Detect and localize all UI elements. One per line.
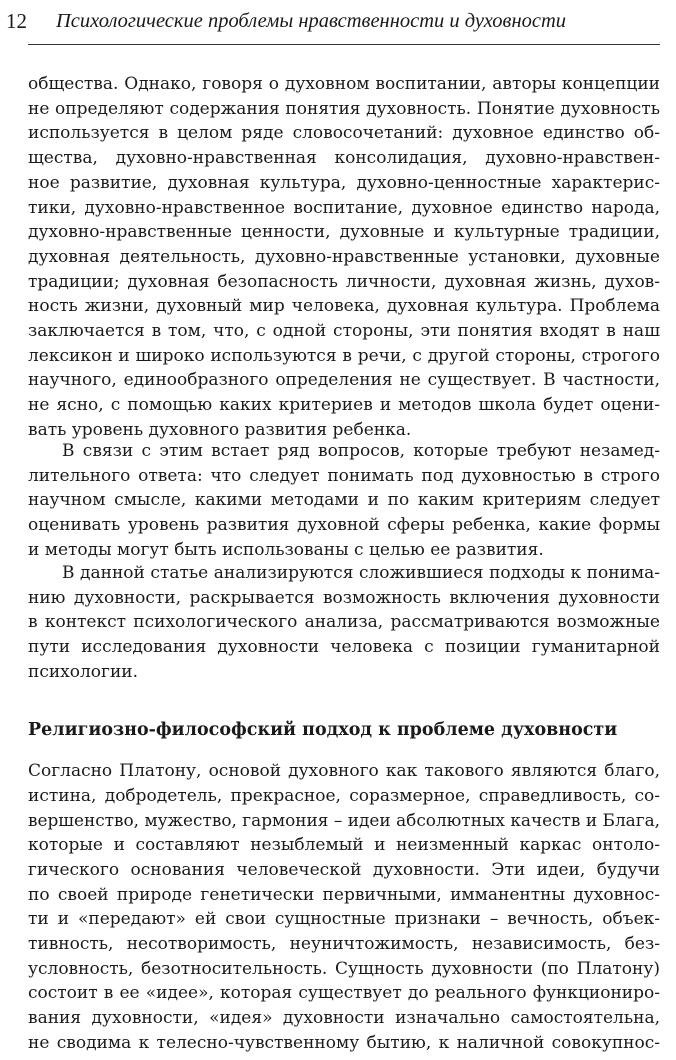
paragraph-2 <box>28 439 660 563</box>
text-line: условность, безотносительность. Сущность духовности (по Платону) <box>28 958 660 979</box>
text-line: истина, добродетель, прекрасное, соразмерное, справедливость, со- <box>28 785 660 806</box>
text-line: ность жизни, духовный мир человека, духовная культура. Проблема <box>28 296 660 317</box>
paragraph-1 <box>28 72 660 443</box>
text-line: гического основания человеческой духовности. Эти идеи, будучи <box>28 859 660 880</box>
text-line: вать уровень духовного развития ребенка. <box>28 419 412 440</box>
page-number: 12 <box>6 9 27 33</box>
text-line: по своей природе генетически первичными, имманентны духовнос- <box>28 884 660 905</box>
text-line: общества. Однако, говоря о духовном воспитании, авторы концепции <box>28 74 660 94</box>
text-line: вершенство, мужество, гармония – идеи абсолютных качеств и Блага, <box>28 810 660 831</box>
text-line: ное развитие, духовная культура, духовно-ценностные характерис- <box>28 172 660 193</box>
text-line: психологии. <box>28 661 139 682</box>
text-line: В данной статье анализируются сложившиеся подходы к понима- <box>62 563 660 583</box>
text-line: вания духовности, «идея» духовности изначально самостоятельна, <box>28 1008 660 1029</box>
text-line: и методы могут быть использованы с целью ее развития. <box>28 539 544 560</box>
section-paragraph <box>28 759 660 1055</box>
text-line: Согласно Платону, основой духовного как такового являются благо, <box>28 761 660 781</box>
text-line: лексикон и широко используются в речи, с другой стороны, строгого <box>28 345 660 366</box>
text-line: не сводима к телесно-чувственному бытию, к наличной совокупнос- <box>28 1032 660 1053</box>
text-line: научном смысле, какими методами и по каким критериям следует <box>28 490 660 511</box>
text-line: пути исследования духовности человека с позиции гуманитарной <box>28 637 660 658</box>
text-line: нию духовности, раскрывается возможность включения духовности <box>28 587 660 608</box>
paragraph-3 <box>28 561 660 685</box>
text-line: щества, духовно-нравственная консолидация, духовно-нравствен- <box>28 148 660 169</box>
text-line: оценивать уровень развития духовной сферы ребенка, какие формы <box>28 515 660 536</box>
text-line: тивность, несотворимость, неуничтожимость, независимость, без- <box>28 933 660 954</box>
text-line: не определяют содержания понятия духовность. Понятие духовность <box>28 98 660 119</box>
text-line: заключается в том, что, с одной стороны, эти понятия входят в наш <box>28 321 660 342</box>
text-line: не ясно, с помощью каких критериев и методов школа будет оцени- <box>28 395 660 416</box>
text-line: в контекст психологического анализа, рассматриваются возможные <box>28 612 660 633</box>
header-rule <box>28 44 660 45</box>
text-line: В связи с этим встает ряд вопросов, которые требуют незамед- <box>62 441 660 461</box>
text-line: используется в целом ряде словосочетаний: духовное единство об- <box>28 123 660 144</box>
text-line: состоит в ее «идее», которая существует до реального функциониро- <box>28 983 660 1004</box>
text-line: традиции; духовная безопасность личности, духовная жизнь, духов- <box>28 271 660 292</box>
running-title: Психологические проблемы нравственности и духовности <box>56 10 567 32</box>
text-line: ти и «передают» ей свои сущностные признаки – вечность, объек- <box>28 909 660 930</box>
text-line: которые и составляют незыблемый и неизменный каркас онтоло- <box>28 835 660 856</box>
text-line: тики, духовно-нравственное воспитание, духовное единство народа, <box>28 197 660 218</box>
text-line: духовно-нравственные ценности, духовные и культурные традиции, <box>28 222 660 243</box>
text-line: лительного ответа: что следует понимать под духовностью в строго <box>28 465 660 486</box>
text-line: духовная деятельность, духовно-нравственные установки, духовные <box>28 246 660 267</box>
section-heading: Религиозно-философский подход к проблеме духовности <box>28 720 618 740</box>
page-header <box>0 8 676 34</box>
text-line: научного, единообразного определения не существует. В частности, <box>28 370 660 391</box>
